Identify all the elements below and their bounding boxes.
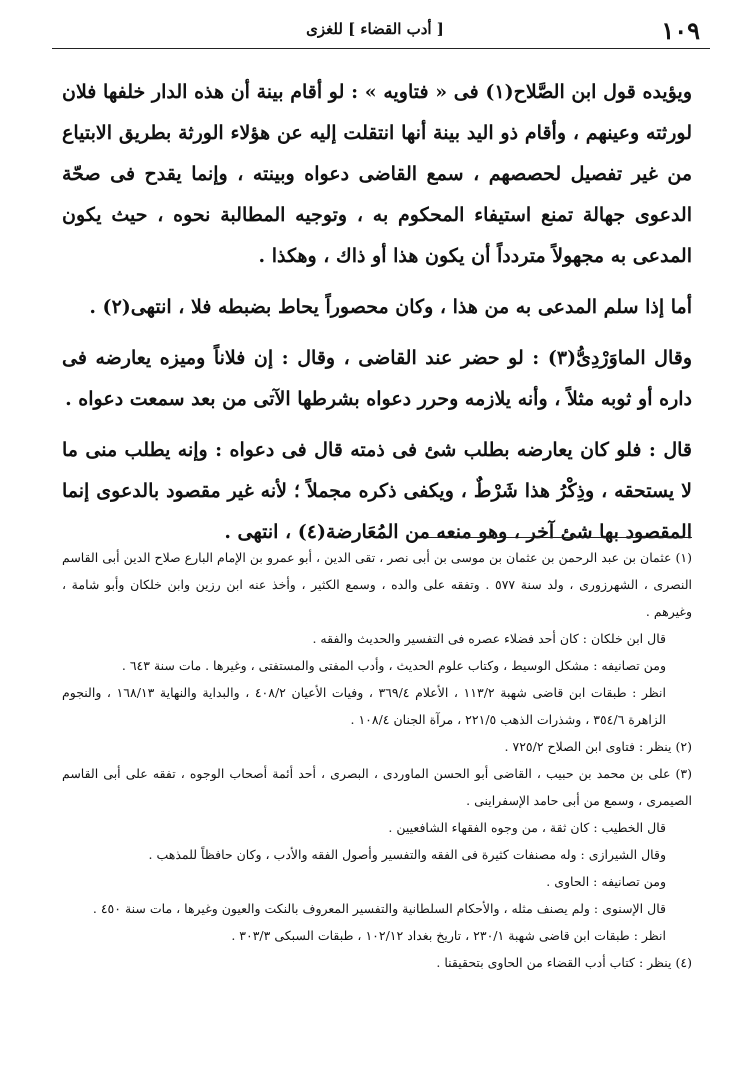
footnote: (٣) على بن محمد بن حبيب ، القاضى أبو الحسن الماوردى ، البصرى ، أحد أئمة أصحاب الوجوه ، تفقه على أبى القاسم الصيمرى ، وسمع من أبى حامد الإسفراينى .	[62, 766, 692, 808]
footnote: (٤) ينظر : كتاب أدب القضاء من الحاوى بتحقيقنا .	[436, 955, 692, 970]
page-number: ١٠٩	[661, 16, 700, 45]
footnote-separator	[427, 537, 692, 538]
body-paragraph: ويؤيده قول ابن الصَّلاح(١) فى « فتاويه » : لو أقام بينة أن هذه الدار خلفها فلان لورثته وعينهم ، وأقام ذو اليد بينة أنها انتقلت إليه عن هؤلاء الورثة بطريق الابتياع من غير تفصيل لحصصهم ، سمع القاضى دعواه وبينته ، وإنما يقدح فى صحّة الدعوى جهالة تمنع استيفاء المحكوم به ، وتوجيه المطالبة نحوه ، حيث يكون المدعى به مجهولاً متردداً أن يكون هذا أو ذاك ، وهكذا .	[62, 81, 693, 267]
footnote-line: وقال الشيرازى : وله مصنفات كثيرة فى الفقه والتفسير وأصول الفقه والأدب ، وكان حافظاً للمذهب .	[148, 847, 666, 862]
main-text	[62, 72, 692, 563]
footnote-line: انظر : طبقات ابن قاضى شهبة ٢٣٠/١ ، تاريخ بغداد ١٠٢/١٢ ، طبقات السبكى ٣٠٣/٣ .	[231, 928, 666, 943]
footnote-line: ومن تصانيفه : مشكل الوسيط ، وكتاب علوم الحديث ، وأدب المفتى والمستفتى ، وغيرها . مات سنة ٦٤٣ .	[121, 658, 666, 673]
body-paragraph: أما إذا سلم المدعى به من هذا ، وكان محصوراً يحاط بضبطه فلا ، انتهى(٢) .	[89, 296, 692, 318]
footnote: (٢) ينظر : فتاوى ابن الصلاح ٧٢٥/٢ .	[504, 739, 692, 754]
footnote-line: قال الخطيب : كان ثقة ، من وجوه الفقهاء الشافعيين .	[388, 820, 666, 835]
footnote-line: انظر : طبقات ابن قاضى شهبة ١١٣/٢ ، الأعلام ٣٦٩/٤ ، وفيات الأعيان ٤٠٨/٢ ، والبداية والنهاية ١٦٨/١٣ ، والنجوم الزاهرة ٣٥٤/٦ ، وشذرات الذهب ٢٢١/٥ ، مرآة الجنان ١٠٨/٤ .	[62, 685, 667, 727]
header-rule	[52, 48, 710, 49]
footnote: (١) عثمان بن عبد الرحمن بن عثمان بن موسى بن أبى نصر ، تقى الدين ، أبو عمرو بن الإمام البارع صلاح الدين أبى القاسم النصرى ، الشهرزورى ، ولد سنة ٥٧٧ . وتفقه على والده ، وسمع الكثير ، وأخذ عنه ابن رزين وابن خلكان وأبو شامة ، وغيرهم .	[62, 550, 692, 619]
body-paragraph: قال : فلو كان يعارضه بطلب شئ فى ذمته قال فى دعواه : وإنه يطلب منى ما لا يستحقه ، وذِكْرُ هذا شَرْطٌ ، ويكفى ذكره مجملاً ؛ لأنه غير مقصود بالدعوى إنما المقصود بها شئ آخر ، وهو منعه من المُعَارضة(٤) ، انتهى .	[62, 439, 692, 543]
footnotes	[62, 544, 692, 976]
footnote-line: قال ابن خلكان : كان أحد فضلاء عصره فى التفسير والحديث والفقه .	[312, 631, 666, 646]
running-title: [ أدب القضاء ] للغزى	[306, 20, 444, 38]
footnote-line: قال الإسنوى : ولم يصنف مثله ، والأحكام السلطانية والتفسير المعروف بالنكت والعيون وغيرها ، مات سنة ٤٥٠ .	[92, 901, 666, 916]
page-header	[40, 14, 710, 48]
footnote-line: ومن تصانيفه : الحاوى .	[546, 874, 666, 889]
body-paragraph: وقال الماوَرْدِىُّ(٣) : لو حضر عند القاضى ، وقال : إن فلاناً وميزه يعارضه فى داره أو ثوبه مثلاً ، وأنه يلازمه وحرر دعواه بشرطها الآتى من بعد سمعت دعواه .	[62, 347, 692, 410]
